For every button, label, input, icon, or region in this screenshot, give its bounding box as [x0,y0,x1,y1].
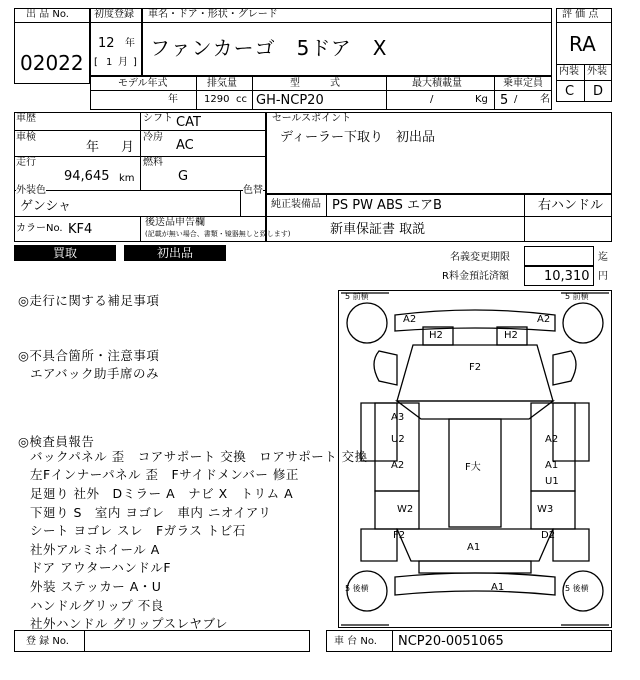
displacement: 1290 [204,94,230,105]
name-change-label: 名義変更期限 [450,252,510,263]
model-year-label: モデル年式 [118,78,168,89]
interior-grade: C [565,84,575,99]
inspector-line: シート ヨゴレ スレ Fガラス トビ石 [30,523,246,538]
handle-side: 右ハンドル [538,198,604,213]
fuel-value: G [178,169,189,184]
inspector-line: ドア アウターハンドルF [30,560,172,575]
inspector-line: 外装 ステッカー A・U [30,579,162,594]
dmg-f2-hood: F2 [469,362,482,373]
sales-point-label: セールスポイント [272,113,352,124]
score-value: RA [569,32,596,56]
equipment: PS PW ABS エアB [332,198,442,213]
dmg-h2-left: H2 [429,330,443,341]
shift-label: シフト [143,113,173,124]
chassis-label: 車 台 No. [334,636,377,647]
capacity-label: 乗車定員 [503,78,543,89]
car-name: ファンカーゴ 5ドア X [150,36,388,60]
ac-label: 冷房 [143,132,163,143]
model-type: GH-NCP20 [256,93,324,108]
inspection-label: 車検 [16,132,36,143]
capacity-unit: 名 [540,94,550,105]
recycle-unit: 円 [598,271,608,282]
name-change-unit: 迄 [598,252,608,263]
max-load-slash: / [430,94,434,105]
history-label: 車歴 [16,113,36,124]
mileage-value: 94,645 [64,169,110,184]
color-no-label: カラーNo. [16,223,63,234]
fuel-label: 燃料 [143,157,163,168]
dmg-u1-right: U1 [545,476,559,487]
recycle-amount: 10,310 [544,269,590,284]
color-label: 外装色 [16,185,46,196]
inspector-line: バックパネル 歪 コアサポート 交換 ロアサポート 交換 [30,449,368,464]
exterior-grade: D [593,84,604,99]
warranty: 新車保証書 取説 [330,222,426,237]
dmg-w3-right: W3 [537,504,554,515]
dmg-h2-right: H2 [504,330,518,341]
dmg-u2-left: U2 [391,434,405,445]
equipment-label: 純正装備品 [271,199,321,210]
dmg-f2-left-rear: F2 [393,530,406,541]
dmg-a2-left-door: A2 [391,460,405,471]
inspector-line: 社外アルミホイール A [30,542,160,557]
reg-month-unit: 月 [118,57,128,68]
inspector-line: 左Fインナーパネル 歪 Fサイドメンバー 修正 [30,467,299,482]
docs-note: (記載が無い場合、書類・镜器無しと致します) [145,230,291,238]
reg-year: 12 [98,36,115,51]
reg-label: 初度登録 [94,9,134,20]
name-label: 車名・ドア・形状・グレード [148,9,278,20]
inspector-line: 下廻り S 室内 ヨゴレ 車内 ニオイアリ [30,505,272,520]
dmg-a2-top-left: A2 [403,314,417,325]
dmg-a2-top-right: A2 [537,314,551,325]
ac-value: AC [176,138,194,153]
recycle-label: R料金預託済額 [442,271,509,282]
dmg-d2-right-rear: D2 [541,530,556,541]
chassis-no: NCP20-0051065 [398,634,504,649]
mileage-unit: km [119,173,135,184]
car-body-outline [339,291,611,627]
corner-bottom-left: 5 後横 [345,584,369,593]
inspector-label: ◎検査員報告 [18,434,95,449]
exterior-label: 外装 [587,66,607,77]
corner-top-left: 5 前横 [345,292,369,301]
model-year-unit: 年 [168,94,178,105]
dmg-a1-right-door: A1 [545,460,559,471]
defect-label: ◎不具合箇所・注意事項 [18,348,160,363]
inspector-line: ハンドルグリップ 不良 [30,598,164,613]
sales-point: ディーラー下取り 初出品 [280,130,435,145]
max-load-unit: Kg [475,94,488,105]
name-change-box [524,246,594,266]
color-no: KF4 [68,222,93,237]
first-badge: 初出品 [124,245,226,261]
dmg-a1-bumper: A1 [491,582,505,593]
capacity-slash: / [514,94,518,105]
dmg-a3-left: A3 [391,412,405,423]
dmg-f-dai: F大 [465,462,481,473]
reg-no-label: 登 録 No. [26,636,69,647]
defect-text: エアバック助手席のみ [30,366,160,381]
inspector-line: 足廻り 社外 Dミラー A ナビ X トリム A [30,486,294,501]
score-label: 評 価 点 [562,9,599,20]
reg-month-close: ] [133,57,137,68]
inspection-month-unit: 月 [121,140,135,155]
color-change-label: 色替 [243,185,263,196]
capacity: 5 [500,93,509,108]
inspection-year-unit: 年 [86,140,100,155]
corner-bottom-right: 5 後横 [565,584,589,593]
type-label: 型 式 [290,78,340,89]
dmg-a1-rear: A1 [467,542,481,553]
car-diagram [338,290,612,628]
sales-point-box [266,112,612,194]
displacement-label: 排気量 [207,78,237,89]
reg-month: 1 [106,57,113,68]
inspector-line: 社外ハンドル グリップスレヤブレ [30,616,228,631]
supplement-label: ◎走行に関する補足事項 [18,293,160,308]
mileage-label: 走行 [16,157,36,168]
max-load-label: 最大積載量 [412,78,462,89]
reg-year-unit: 年 [125,38,135,49]
reg-month-open: [ [94,57,98,68]
interior-label: 内装 [559,66,579,77]
color-value: ゲンシャ [20,199,72,214]
corner-top-right: 5 前横 [565,292,589,301]
docs-label: 後送品申告欄 [145,217,205,228]
displacement-unit: cc [236,94,247,105]
lot-label: 出 品 No. [26,9,69,20]
lot-number: 02022 [20,51,84,75]
dmg-a2-right-fender: A2 [545,434,559,445]
dmg-w2-left: W2 [397,504,414,515]
buy-badge: 買取 [14,245,116,261]
shift-value: CAT [176,115,201,130]
